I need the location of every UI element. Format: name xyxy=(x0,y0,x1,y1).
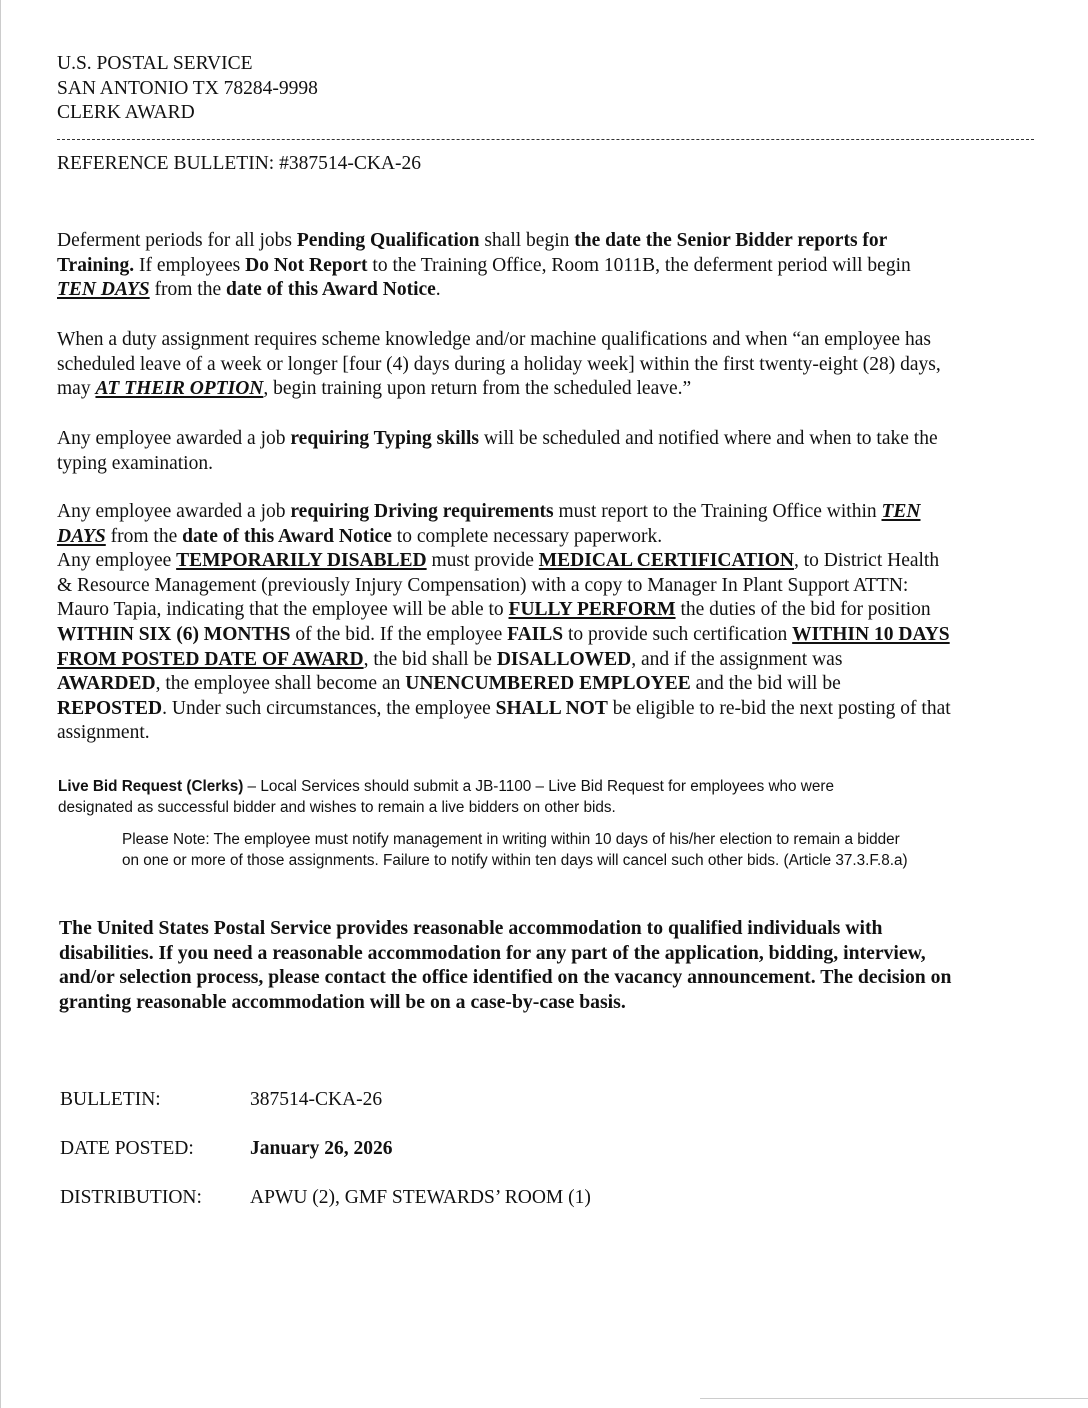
date-posted-row xyxy=(60,1138,393,1160)
emphasized-text: AT THEIR OPTION xyxy=(95,378,264,400)
text-line xyxy=(57,278,911,303)
text-segment: must provide xyxy=(426,550,539,572)
text-line xyxy=(57,427,938,452)
accommodation-statement xyxy=(59,916,951,1014)
distribution-value: APWU (2), GMF STEWARDS’ ROOM (1) xyxy=(250,1187,591,1208)
bold-text: Training. xyxy=(57,254,135,276)
dashed-divider xyxy=(57,139,1034,140)
emphasized-text: TEN xyxy=(881,501,921,522)
text-line xyxy=(59,941,951,966)
emphasized-text: DAYS xyxy=(57,525,106,547)
text-line xyxy=(57,623,951,648)
text-line xyxy=(57,500,951,525)
bold-text: AWARDED xyxy=(57,673,156,695)
text-line xyxy=(57,254,911,279)
date-posted-value: January 26, 2026 xyxy=(250,1138,393,1159)
text-segment: Any employee awarded a job xyxy=(57,428,291,449)
text-segment: be eligible to re-bid the next posting of that xyxy=(607,697,951,719)
bold-text: Do Not Report xyxy=(245,254,368,276)
scan-edge xyxy=(700,1398,1088,1399)
text-line xyxy=(59,990,951,1015)
paragraph-scheme-knowledge xyxy=(57,328,941,402)
text-line xyxy=(58,798,834,819)
bold-text: Live Bid Request (Clerks) xyxy=(58,778,244,795)
text-segment: the duties of the bid for position xyxy=(675,599,931,621)
text-segment: If employees xyxy=(134,254,246,276)
text-segment: Mauro Tapia, indicating that the employee will be able to xyxy=(57,599,509,621)
emphasized-text: TEMPORARILY DISABLED xyxy=(176,550,427,572)
text-line xyxy=(59,916,951,941)
paragraph-driving-disabled xyxy=(57,500,951,746)
text-line xyxy=(122,851,908,872)
text-line xyxy=(57,549,951,574)
text-segment: & Resource Management (previously Injury Compensation) with a copy to Manager In Plant Support ATTN: xyxy=(57,574,909,596)
text-segment: from the xyxy=(149,279,227,301)
bold-text: Pending Qualification xyxy=(296,230,480,251)
bold-text: the date the Senior Bidder reports for xyxy=(574,230,888,251)
text-segment: Any employee awarded a job xyxy=(57,501,291,522)
bold-text: requiring Driving requirements xyxy=(290,501,554,522)
bulletin-label: BULLETIN: xyxy=(60,1089,161,1110)
text-segment: When a duty assignment requires scheme knowledge and/or machine qualifications and when “an employee has xyxy=(57,329,931,350)
text-line xyxy=(57,697,951,722)
text-line xyxy=(57,328,941,353)
text-line xyxy=(57,229,911,254)
scan-edge xyxy=(0,0,1,1408)
text-segment: . Under such circumstances, the employee xyxy=(162,697,496,719)
text-segment: and the bid will be xyxy=(690,673,841,695)
bold-text: granting reasonable accommodation will be on a case-by-case basis. xyxy=(59,990,626,1013)
text-line xyxy=(59,965,951,990)
text-segment: , and if the assignment was xyxy=(631,648,843,670)
reference-text: REFERENCE BULLETIN: #387514-CKA-26 xyxy=(57,153,421,174)
paragraph-typing xyxy=(57,427,938,476)
text-line xyxy=(57,353,941,378)
text-segment: Any employee xyxy=(57,550,177,572)
text-segment: , the employee shall become an xyxy=(155,673,406,695)
text-segment: , begin training upon return from the scheduled leave.” xyxy=(263,378,692,400)
emphasized-text: WITHIN 10 DAYS xyxy=(792,623,950,645)
text-segment: . xyxy=(435,279,441,301)
letterhead xyxy=(57,52,318,126)
text-line xyxy=(57,574,951,599)
bold-text: The United States Postal Service provides reasonable accommodation to qualified individuals with xyxy=(59,917,883,939)
bold-text: disabilities. If you need a reasonable accommodation for any part of the application, bidding, interview, xyxy=(59,941,926,964)
text-segment: from the xyxy=(105,525,183,547)
letterhead-line: CLERK AWARD xyxy=(57,102,195,124)
text-segment: – Local Services should submit a JB-1100 – Live Bid Request for employees who were xyxy=(243,778,834,795)
text-segment: assignment. xyxy=(57,722,150,744)
text-segment: to the Training Office, Room 1011B, the deferment period will begin xyxy=(367,254,911,276)
emphasized-text: FULLY PERFORM xyxy=(508,599,676,621)
text-segment: on one or more of those assignments. Failure to notify within ten days will cancel such other bids. (Article 37.3.F.8.a) xyxy=(122,851,908,869)
text-segment: typing examination. xyxy=(57,452,213,474)
text-line xyxy=(57,525,951,550)
reference-bulletin xyxy=(57,152,421,177)
text-segment: must report to the Training Office within xyxy=(553,501,882,522)
text-line xyxy=(58,777,834,798)
text-segment: , the bid shall be xyxy=(363,648,497,670)
text-line xyxy=(57,377,941,402)
bold-text: UNENCUMBERED EMPLOYEE xyxy=(405,673,691,695)
bulletin-row xyxy=(60,1089,383,1111)
letterhead-line: U.S. POSTAL SERVICE xyxy=(57,53,253,74)
emphasized-text: MEDICAL CERTIFICATION xyxy=(538,550,794,572)
text-line xyxy=(57,721,951,746)
bold-text: WITHIN SIX (6) MONTHS xyxy=(57,623,291,645)
text-line xyxy=(57,598,951,623)
text-segment: scheduled leave of a week or longer [four (4) days during a holiday week] within the first twenty-eight (28) days, xyxy=(57,353,941,375)
bold-text: SHALL NOT xyxy=(495,697,608,719)
letterhead-line: SAN ANTONIO TX 78284-9998 xyxy=(57,77,318,99)
text-line xyxy=(57,648,951,673)
text-line xyxy=(57,452,938,477)
text-segment: Please Note: The employee must notify management in writing within 10 days of his/her election to remain a bidder xyxy=(122,831,900,848)
emphasized-text: FROM POSTED DATE OF AWARD xyxy=(57,648,364,670)
text-line xyxy=(57,672,951,697)
distribution-label: DISTRIBUTION: xyxy=(60,1187,202,1208)
bold-text: and/or selection process, please contact the office identified on the vacancy announcement. The decision on xyxy=(59,966,952,989)
text-segment: may xyxy=(57,378,96,400)
text-segment: designated as successful bidder and wishes to remain a live bidders on other bids. xyxy=(58,798,616,816)
text-segment: Deferment periods for all jobs xyxy=(57,230,297,251)
bulletin-value: 387514-CKA-26 xyxy=(250,1089,383,1110)
bold-text: DISALLOWED xyxy=(496,648,632,670)
text-segment: , to District Health xyxy=(793,550,940,572)
live-bid-request xyxy=(58,777,834,818)
text-segment: of the bid. If the employee xyxy=(290,623,508,645)
please-note xyxy=(122,830,908,871)
paragraph-deferment xyxy=(57,229,911,303)
text-segment: to complete necessary paperwork. xyxy=(391,525,663,547)
text-segment: will be scheduled and notified where and when to take the xyxy=(478,428,938,449)
bold-text: requiring Typing skills xyxy=(290,428,479,449)
date-posted-label: DATE POSTED: xyxy=(60,1138,194,1159)
text-line xyxy=(122,830,908,851)
distribution-row xyxy=(60,1187,591,1209)
emphasized-text: TEN DAYS xyxy=(57,279,150,301)
bold-text: FAILS xyxy=(507,623,564,645)
text-segment: shall begin xyxy=(479,230,575,251)
text-segment: to provide such certification xyxy=(563,623,793,645)
bold-text: REPOSTED xyxy=(57,697,163,719)
bold-text: date of this Award Notice xyxy=(182,525,392,547)
bold-text: date of this Award Notice xyxy=(226,279,436,301)
